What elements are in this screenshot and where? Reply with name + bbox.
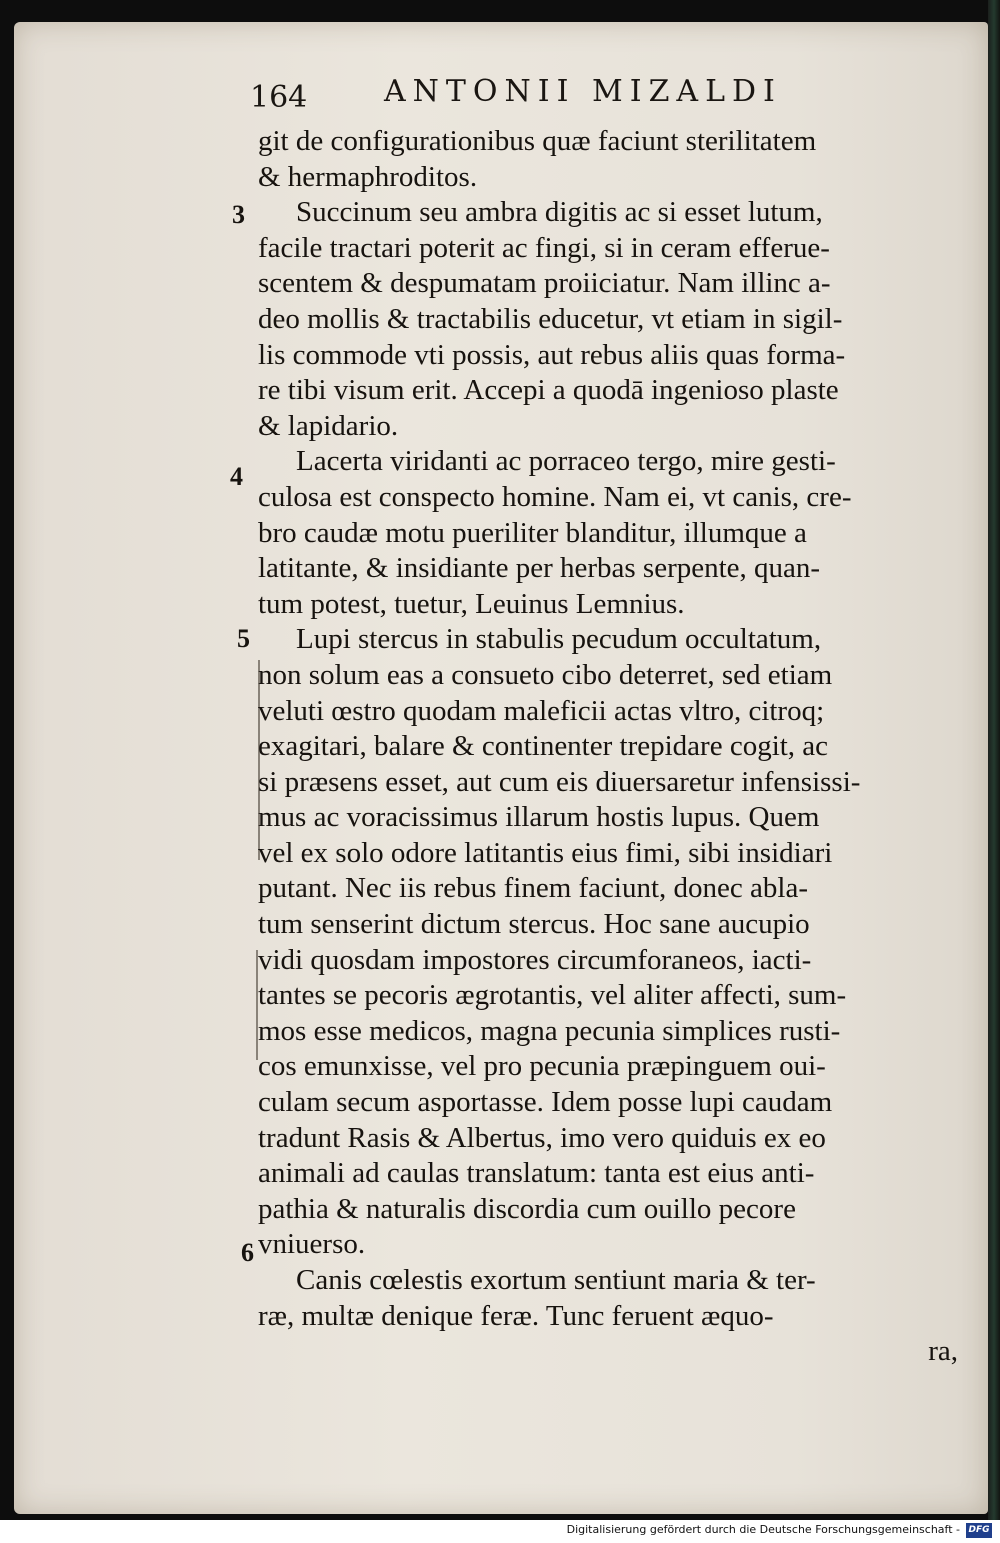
body-text [258, 124, 958, 1370]
margin-number-3: 3 [232, 200, 245, 229]
margin-number-6: 6 [241, 1238, 254, 1267]
text-line: vniuerso. [258, 1228, 366, 1261]
text-line: facile tractari poterit ac fingi, si in ceram efferue- [258, 231, 830, 264]
catchword: ra, [928, 1335, 958, 1368]
text-line: putant. Nec iis rebus finem faciunt, donec abla- [258, 872, 808, 905]
folio-number: 164 [250, 80, 308, 115]
dfg-logo: DFG [966, 1523, 992, 1538]
text-line: vel ex solo odore latitantis eius fimi, sibi insidiari [258, 836, 833, 869]
text-line: veluti œstro quodam maleficii actas vltro, citroq; [258, 694, 825, 727]
text-line: deo mollis & tractabilis educetur, vt etiam in sigil- [258, 302, 843, 335]
text-line: animali ad caulas translatum: tanta est eius anti- [258, 1157, 815, 1190]
text-line: culosa est conspecto homine. Nam ei, vt canis, cre- [258, 480, 852, 513]
running-title: ANTONII MIZALDI [384, 74, 782, 109]
text-line: tantes se pecoris ægrotantis, vel aliter affecti, sum- [258, 979, 847, 1012]
text-line: scentem & despumatam proiiciatur. Nam illinc a- [258, 267, 831, 300]
text-line: mos esse medicos, magna pecunia simplices rusti- [258, 1014, 841, 1047]
text-line: lis commode vti possis, aut rebus aliis quas forma- [258, 338, 846, 371]
paragraph-start-line: Succinum seu ambra digitis ac si esset lutum, [296, 196, 823, 229]
text-line: exagitari, balare & continenter trepidare cogit, ac [258, 730, 829, 763]
page-header [0, 72, 1000, 116]
text-line: re tibi visum erit. Accepi a quodā ingenioso plaste [258, 374, 839, 407]
text-line: tum senserint dictum stercus. Hoc sane aucupio [258, 908, 810, 941]
text-line: culam secum asportasse. Idem posse lupi caudam [258, 1086, 833, 1119]
text-line: bro caudæ motu pueriliter blanditur, illumque a [258, 516, 807, 549]
text-line: git de configurationibus quæ faciunt sterilitatem [258, 125, 817, 157]
text-line: latitante, & insidiante per herbas serpente, quan- [258, 552, 821, 585]
text-line: pathia & naturalis discordia cum ouillo pecore [258, 1192, 796, 1225]
text-line: & lapidario. [258, 409, 399, 442]
book-spine-edge [988, 0, 1000, 1543]
text-line: mus ac voracissimus illarum hostis lupus. Quem [258, 801, 820, 834]
text-line: tum potest, tuetur, Leuinus Lemnius. [258, 587, 685, 620]
text-line: & hermaphroditos. [258, 160, 478, 193]
text-line: si præsens esset, aut cum eis diuersaretur infensissi- [258, 765, 861, 798]
paragraph-start-line: Lupi stercus in stabulis pecudum occultatum, [296, 623, 822, 656]
text-line: ræ, multæ denique feræ. Tunc feruent æquo- [258, 1299, 774, 1332]
text-line: vidi quosdam impostores circumforaneos, iacti- [258, 943, 812, 976]
margin-number-5: 5 [237, 624, 250, 653]
text-line: cos emunxisse, vel pro pecunia præpinguem oui- [258, 1050, 826, 1083]
paragraph-start-line: Lacerta viridanti ac porraceo tergo, mire gesti- [296, 445, 836, 478]
text-line: non solum eas a consueto cibo deterret, sed etiam [258, 658, 833, 691]
paragraph-start-line: Canis cœlestis exortum sentiunt maria & ter- [296, 1264, 816, 1296]
funding-notice: Digitalisierung gefördert durch die Deutsche Forschungsgemeinschaft - [566, 1523, 960, 1536]
text-line: tradunt Rasis & Albertus, imo vero quiduis ex eo [258, 1121, 826, 1154]
margin-number-4: 4 [230, 462, 243, 491]
digitization-footer [0, 1520, 1000, 1543]
